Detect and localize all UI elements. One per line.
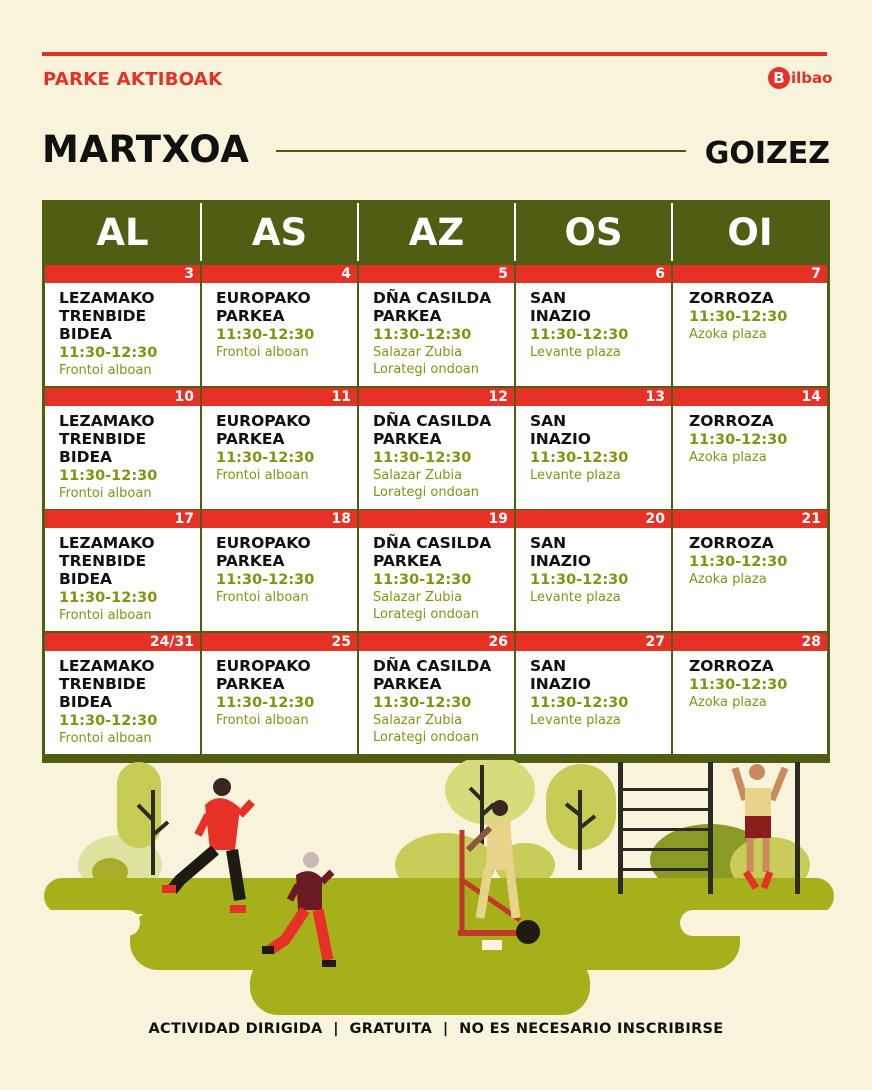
park-name: INAZIO	[530, 430, 591, 448]
date-number: 6	[516, 265, 671, 283]
meeting-point: Frontoi alboan	[216, 590, 309, 605]
park-name: PARKEA	[216, 430, 285, 448]
date-number: 26	[359, 633, 514, 651]
schedule-cell	[673, 510, 827, 631]
schedule-grid	[42, 200, 830, 763]
schedule-cell	[359, 388, 514, 509]
schedule-cell	[516, 633, 671, 754]
date-number: 20	[516, 510, 671, 528]
day-header-oi: OI	[727, 210, 773, 254]
header-separator	[200, 203, 202, 261]
session-time: 11:30-12:30	[59, 468, 158, 484]
date-number: 13	[516, 388, 671, 406]
park-name: DÑA CASILDA	[373, 412, 492, 430]
park-name: SAN	[530, 289, 567, 307]
schedule-cell	[202, 510, 357, 631]
date-number: 21	[673, 510, 827, 528]
meeting-point: Azoka plaza	[689, 695, 767, 710]
period-label: GOIZEZ	[704, 136, 830, 171]
park-name: SAN	[530, 657, 567, 675]
top-rule	[42, 52, 827, 56]
schedule-cell	[45, 633, 200, 754]
park-name: BIDEA	[59, 570, 113, 588]
session-time: 11:30-12:30	[373, 327, 472, 343]
date-number: 27	[516, 633, 671, 651]
date-number: 4	[202, 265, 357, 283]
date-number: 3	[45, 265, 200, 283]
schedule-cell	[202, 633, 357, 754]
park-name: TRENBIDE	[59, 552, 147, 570]
meeting-point: Lorategi ondoan	[373, 607, 479, 622]
tree-right	[546, 764, 616, 870]
logo-initial: B	[768, 67, 790, 89]
park-illustration	[0, 760, 872, 1020]
session-time: 11:30-12:30	[216, 450, 315, 466]
header-separator	[514, 203, 516, 261]
date-number: 19	[359, 510, 514, 528]
park-name: DÑA CASILDA	[373, 657, 492, 675]
park-name: LEZAMAKO	[59, 657, 155, 675]
schedule-cell	[673, 265, 827, 386]
park-name: ZORROZA	[689, 657, 774, 675]
park-name: BIDEA	[59, 448, 113, 466]
meeting-point: Frontoi alboan	[59, 486, 152, 501]
logo-text: ilbao	[791, 69, 833, 87]
footer-note: ACTIVIDAD DIRIGIDA | GRATUITA | NO ES NECESARIO INSCRIBIRSE	[148, 1021, 724, 1037]
schedule-cell	[359, 265, 514, 386]
session-time: 11:30-12:30	[689, 677, 788, 693]
meeting-point: Azoka plaza	[689, 327, 767, 342]
meeting-point: Salazar Zubia	[373, 713, 463, 728]
park-name: ZORROZA	[689, 412, 774, 430]
meeting-point: Salazar Zubia	[373, 590, 463, 605]
meeting-point: Lorategi ondoan	[373, 362, 479, 377]
brand-title: PARKE AKTIBOAK	[43, 69, 223, 90]
park-name: BIDEA	[59, 693, 113, 711]
meeting-point: Azoka plaza	[689, 450, 767, 465]
park-name: BIDEA	[59, 325, 113, 343]
session-time: 11:30-12:30	[59, 713, 158, 729]
date-number: 12	[359, 388, 514, 406]
park-name: DÑA CASILDA	[373, 289, 492, 307]
month-title: MARTXOA	[42, 128, 250, 171]
day-header-az: AZ	[408, 210, 465, 254]
date-number: 5	[359, 265, 514, 283]
park-name: PARKEA	[373, 307, 442, 325]
meeting-point: Lorategi ondoan	[373, 730, 479, 745]
session-time: 11:30-12:30	[373, 450, 472, 466]
session-time: 11:30-12:30	[530, 695, 629, 711]
session-time: 11:30-12:30	[530, 572, 629, 588]
park-name: EUROPAKO	[216, 534, 311, 552]
meeting-point: Levante plaza	[530, 468, 621, 483]
park-name: LEZAMAKO	[59, 289, 155, 307]
session-time: 11:30-12:30	[216, 695, 315, 711]
park-name: PARKEA	[216, 307, 285, 325]
schedule-cell	[516, 265, 671, 386]
park-name: INAZIO	[530, 552, 591, 570]
park-name: TRENBIDE	[59, 307, 147, 325]
meeting-point: Frontoi alboan	[59, 608, 152, 623]
header-separator	[671, 203, 673, 261]
grass-ground	[30, 878, 840, 1015]
park-name: LEZAMAKO	[59, 412, 155, 430]
meeting-point: Frontoi alboan	[216, 713, 309, 728]
date-number: 25	[202, 633, 357, 651]
park-name: SAN	[530, 534, 567, 552]
meeting-point: Frontoi alboan	[216, 468, 309, 483]
session-time: 11:30-12:30	[689, 554, 788, 570]
session-time: 11:30-12:30	[530, 327, 629, 343]
session-time: 11:30-12:30	[689, 309, 788, 325]
park-name: ZORROZA	[689, 534, 774, 552]
session-time: 11:30-12:30	[216, 327, 315, 343]
meeting-point: Salazar Zubia	[373, 345, 463, 360]
park-name: ZORROZA	[689, 289, 774, 307]
bilbao-logo	[768, 67, 832, 89]
session-time: 11:30-12:30	[373, 572, 472, 588]
header-separator	[357, 203, 359, 261]
schedule-cell	[516, 388, 671, 509]
schedule-cell	[202, 265, 357, 386]
day-header-as: AS	[251, 210, 308, 254]
park-name: TRENBIDE	[59, 430, 147, 448]
schedule-cell	[359, 633, 514, 754]
session-time: 11:30-12:30	[59, 345, 158, 361]
park-name: LEZAMAKO	[59, 534, 155, 552]
park-name: PARKEA	[373, 552, 442, 570]
session-time: 11:30-12:30	[59, 590, 158, 606]
meeting-point: Frontoi alboan	[59, 731, 152, 746]
park-name: PARKEA	[216, 675, 285, 693]
tree-center	[395, 760, 555, 897]
date-number: 17	[45, 510, 200, 528]
date-number: 24/31	[45, 633, 200, 651]
session-time: 11:30-12:30	[530, 450, 629, 466]
day-header-os: OS	[564, 210, 623, 254]
date-number: 28	[673, 633, 827, 651]
title-divider	[276, 150, 686, 152]
schedule-cell	[45, 510, 200, 631]
schedule-cell	[202, 388, 357, 509]
park-name: PARKEA	[216, 552, 285, 570]
park-name: SAN	[530, 412, 567, 430]
schedule-cell	[673, 633, 827, 754]
meeting-point: Frontoi alboan	[59, 363, 152, 378]
park-name: PARKEA	[373, 675, 442, 693]
schedule-cell	[673, 388, 827, 509]
park-name: DÑA CASILDA	[373, 534, 492, 552]
meeting-point: Levante plaza	[530, 713, 621, 728]
date-number: 10	[45, 388, 200, 406]
park-name: INAZIO	[530, 675, 591, 693]
schedule-cell	[45, 265, 200, 386]
session-time: 11:30-12:30	[689, 432, 788, 448]
meeting-point: Lorategi ondoan	[373, 485, 479, 500]
schedule-cell	[359, 510, 514, 631]
date-number: 7	[673, 265, 827, 283]
meeting-point: Salazar Zubia	[373, 468, 463, 483]
schedule-cell	[516, 510, 671, 631]
meeting-point: Levante plaza	[530, 590, 621, 605]
park-name: PARKEA	[373, 430, 442, 448]
session-time: 11:30-12:30	[373, 695, 472, 711]
meeting-point: Frontoi alboan	[216, 345, 309, 360]
park-name: EUROPAKO	[216, 289, 311, 307]
session-time: 11:30-12:30	[216, 572, 315, 588]
park-name: EUROPAKO	[216, 412, 311, 430]
park-name: TRENBIDE	[59, 675, 147, 693]
schedule-cell	[45, 388, 200, 509]
meeting-point: Azoka plaza	[689, 572, 767, 587]
date-number: 14	[673, 388, 827, 406]
day-header-al: AL	[96, 210, 149, 254]
date-number: 11	[202, 388, 357, 406]
park-name: EUROPAKO	[216, 657, 311, 675]
park-name: INAZIO	[530, 307, 591, 325]
date-number: 18	[202, 510, 357, 528]
meeting-point: Levante plaza	[530, 345, 621, 360]
